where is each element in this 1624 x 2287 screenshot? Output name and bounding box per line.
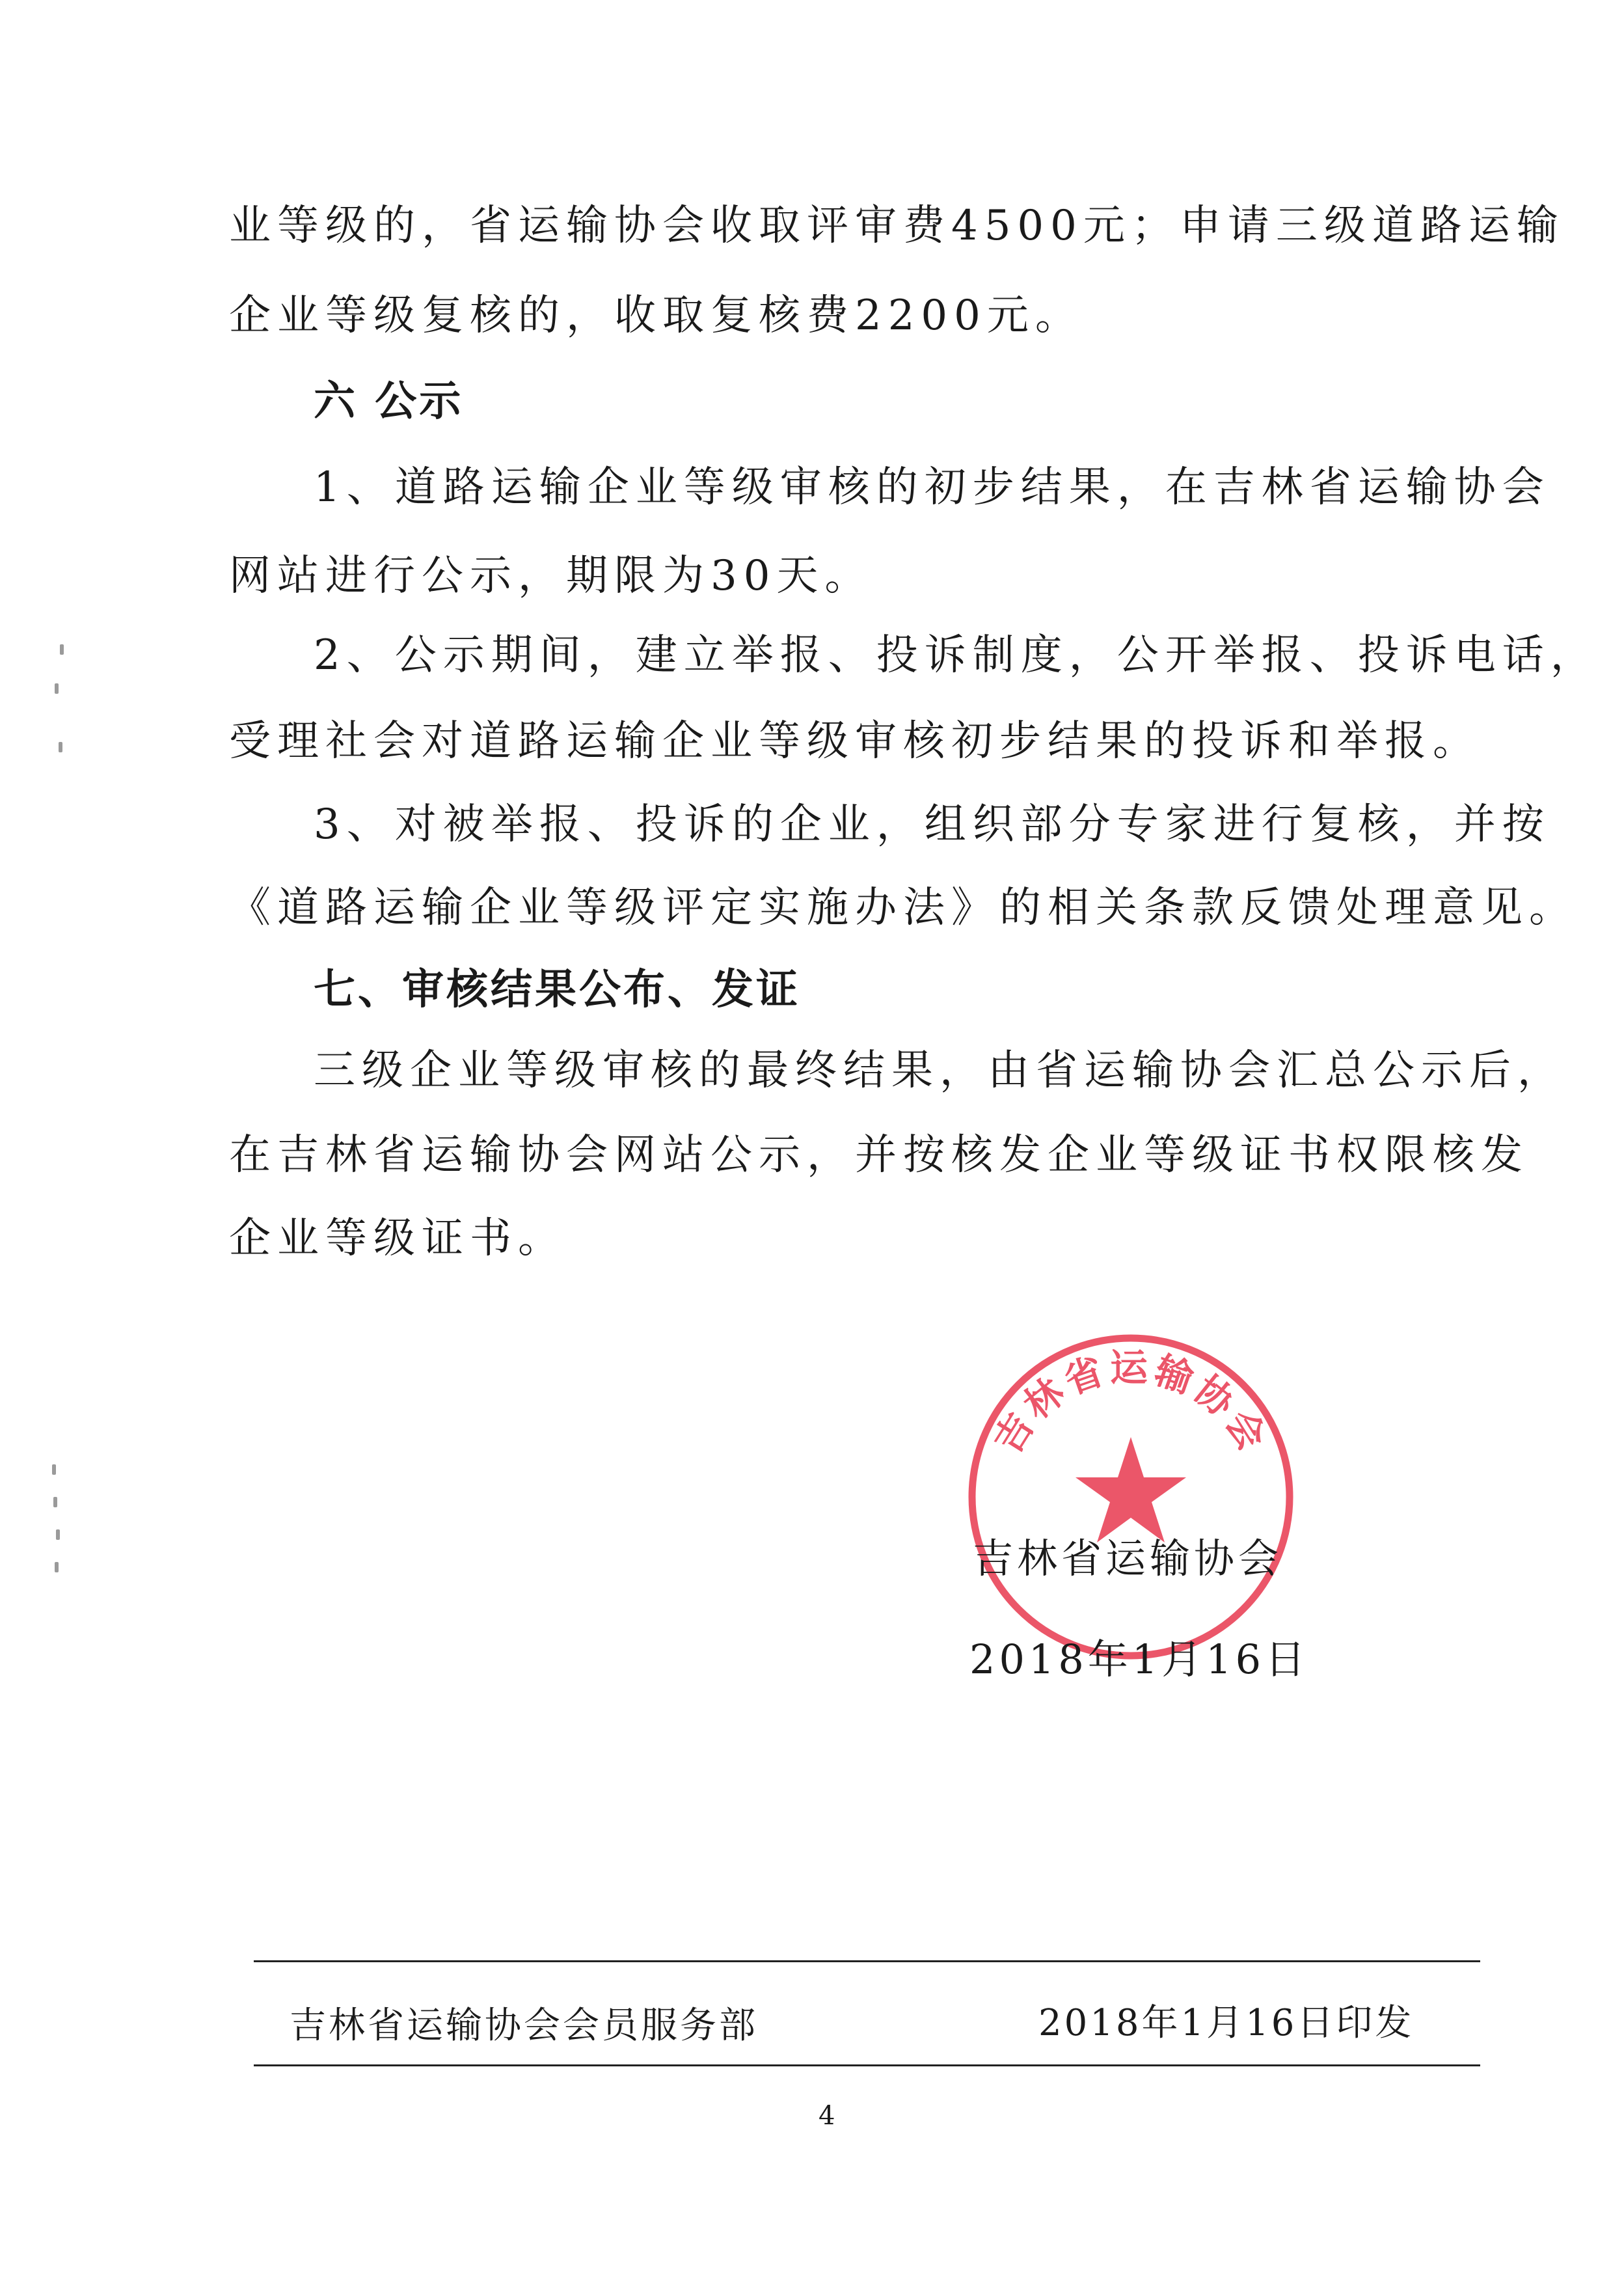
scan-mark [56,1529,60,1540]
paragraph-publicity-2-line-2: 受理社会对道路运输企业等级审核初步结果的投诉和举报。 [229,717,1481,765]
seal-text: 吉林省运输协会 [985,1345,1277,1461]
official-seal [962,1328,1300,1666]
paragraph-publicity-1-line-2: 网站进行公示，期限为30天。 [229,552,873,600]
footer-issue-date: 2018年1月16日印发 [1038,2002,1414,2044]
scan-mark [53,1497,57,1507]
signature-date: 2018年1月16日 [969,1636,1310,1683]
section-heading-publicity: 六 公示 [314,377,464,426]
footer-rule-bottom [254,2064,1480,2066]
paragraph-fee-line-2: 企业等级复核的，收取复核费2200元。 [229,292,1083,340]
signature-organization: 吉林省运输协会 [973,1535,1283,1582]
paragraph-publicity-3-line-1: 3、对被举报、投诉的企业，组织部分专家进行复核，并按 [314,801,1550,849]
scan-mark [55,683,59,694]
scan-mark [59,742,62,752]
paragraph-results-line-2: 在吉林省运输协会网站公示，并按核发企业等级证书权限核发 [229,1131,1529,1179]
scan-mark [52,1464,56,1475]
paragraph-publicity-2-line-1: 2、公示期间，建立举报、投诉制度，公开举报、投诉电话， [314,631,1599,679]
section-heading-results: 七、审核结果公布、发证 [314,966,800,1014]
paragraph-publicity-1-line-1: 1、道路运输企业等级审核的初步结果，在吉林省运输协会 [314,463,1550,512]
paragraph-publicity-3-line-2: 《道路运输企业等级评定实施办法》的相关条款反馈处理意见。 [229,884,1577,932]
paragraph-results-line-1: 三级企业等级审核的最终结果，由省运输协会汇总公示后， [314,1047,1565,1095]
page-number: 4 [819,2101,835,2131]
footer-rule-top [254,1960,1480,1962]
paragraph-results-line-3: 企业等级证书。 [229,1214,566,1263]
scan-mark [60,644,64,655]
scan-mark [55,1562,59,1572]
footer-department: 吉林省运输协会会员服务部 [290,2005,758,2047]
paragraph-fee-line-1: 业等级的，省运输协会收取评审费4500元；申请三级道路运输 [229,202,1565,250]
